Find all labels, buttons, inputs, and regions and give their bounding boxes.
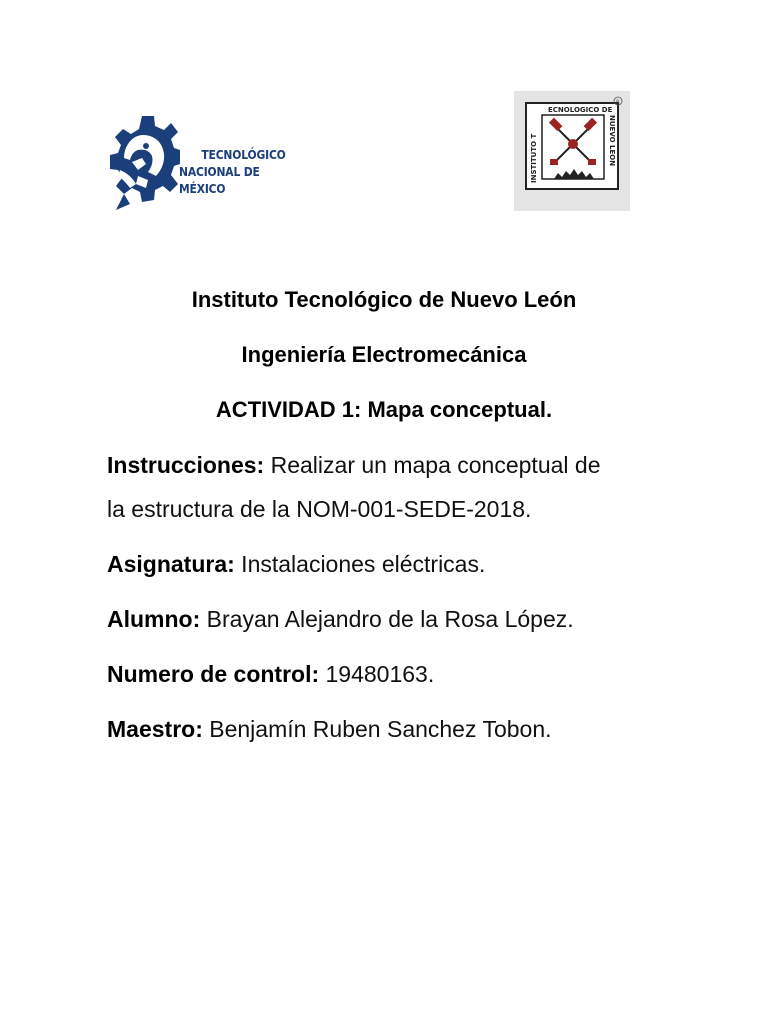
tecnm-wordmark — [179, 146, 304, 197]
itnl-seal-logo — [514, 91, 630, 211]
instructions-label: Instrucciones: — [107, 452, 265, 478]
instructions-value-line-1: Realizar un mapa conceptual de — [264, 452, 601, 478]
svg-text:R: R — [616, 99, 620, 106]
institution-title: Instituto Tecnológico de Nuevo León — [191, 287, 577, 312]
tecnm-wordmark-line-2: NACIONAL DE MÉXICO — [179, 164, 260, 196]
svg-text:ECNOLOGICO DE: ECNOLOGICO DE — [548, 106, 613, 114]
subject-value: Instalaciones eléctricas. — [234, 551, 486, 577]
tecnm-logo — [108, 114, 322, 212]
student-label: Alumno: — [107, 606, 201, 632]
teacher-label: Maestro: — [107, 716, 203, 742]
subject-row — [107, 551, 485, 577]
svg-text:NUEVO LEON: NUEVO LEON — [608, 115, 616, 167]
instructions-line-2 — [107, 496, 531, 522]
instructions-value-line-2: la estructura de la NOM-001-SEDE-2018. — [107, 496, 532, 522]
itnl-seal-icon — [514, 91, 630, 211]
svg-text:INSTITUTO T: INSTITUTO T — [530, 133, 538, 183]
student-value: Brayan Alejandro de la Rosa López. — [200, 606, 574, 632]
student-row — [107, 606, 574, 632]
activity-title: ACTIVIDAD 1: Mapa conceptual. — [215, 397, 553, 422]
teacher-value: Benjamín Ruben Sanchez Tobon. — [202, 716, 552, 742]
control-number-value: 19480163. — [319, 661, 435, 687]
tecnm-gear-emblem-icon — [108, 114, 180, 212]
instructions-line-1 — [107, 452, 600, 478]
control-number-label: Numero de control: — [107, 661, 320, 687]
career-title: Ingeniería Electromecánica — [241, 342, 527, 367]
teacher-row — [107, 716, 552, 742]
subject-label: Asignatura: — [107, 551, 235, 577]
tecnm-wordmark-line-1: TECNOLÓGICO — [201, 147, 286, 162]
control-number-row — [107, 661, 434, 687]
